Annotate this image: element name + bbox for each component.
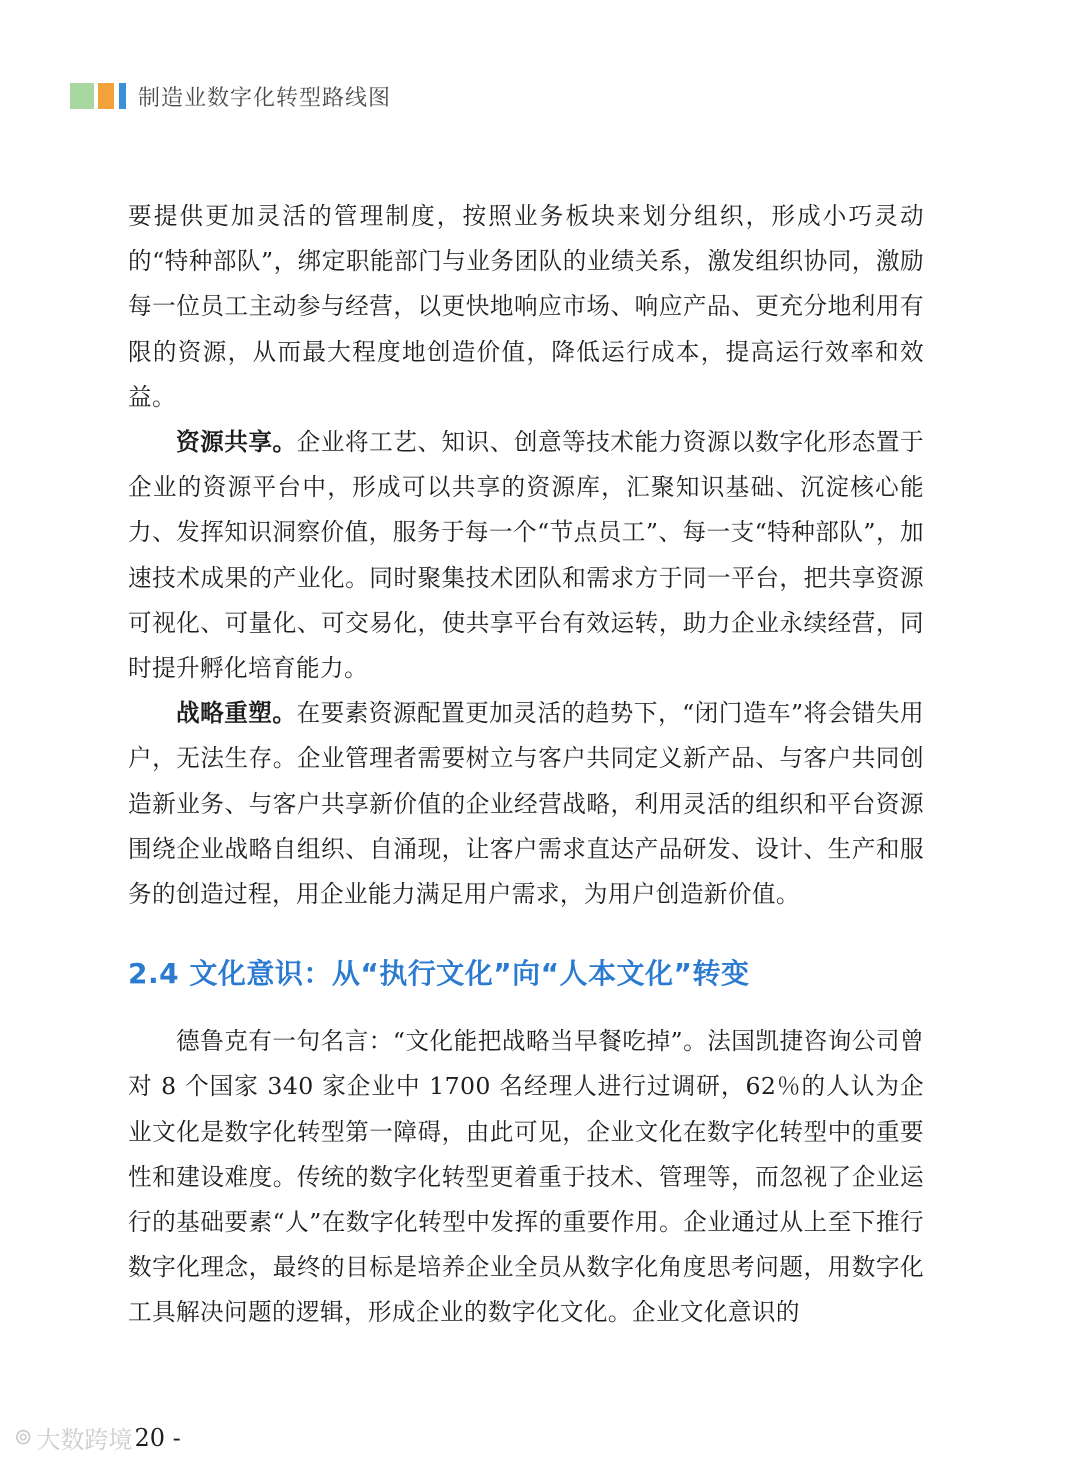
header-orange-bar — [98, 83, 114, 109]
header-blue-bar — [119, 83, 126, 109]
page-number: 20 - — [134, 1423, 181, 1452]
paragraph-resource-sharing — [128, 420, 924, 691]
page-footer — [14, 1420, 181, 1455]
page-body — [128, 194, 924, 1336]
resource-sharing-text: 企业将工艺、知识、创意等技术能力资源以数字化形态置于企业的资源平台中，形成可以共享的资源库，汇聚知识基础、沉淀核心能力、发挥知识洞察价值，服务于每一个“节点员工”、每一支“特种部队”，加速技术成果的产业化。同时聚集技术团队和需求方于同一平台，把共享资源可视化、可量化、可交易化，使共享平台有效运转，助力企业永续经营，同时提升孵化培育能力。 — [128, 428, 924, 683]
header-green-bar — [70, 83, 94, 109]
section-title: 2.4 文化意识：从“执行文化”向“人本文化”转变 — [128, 957, 750, 991]
watermark-text: 大数跨境 — [36, 1426, 133, 1454]
page-header — [70, 78, 391, 114]
running-header-title: 制造业数字化转型路线图 — [138, 85, 392, 111]
paragraph-culture: 德鲁克有一句名言：“文化能把战略当早餐吃掉”。法国凯捷咨询公司曾对 8 个国家 340 家企业中 1700 名经理人进行过调研，62％的人认为企业文化是数字化转型第一障碍，由此可见，企业文化在数字化转型中的重要性和建设难度。传统的数字化转型更着重于技术、管理等，而忽视了企业运行的基础要素“人”在数字化转型中发挥的重要作用。企业通过从上至下推行数字化理念，最终的目标是培养企业全员从数字化角度思考问题，用数字化工具解决问题的逻辑，形成企业的数字化文化。企业文化意识的 — [128, 1027, 924, 1327]
strategy-reshaping-heading: 战略重塑。 — [176, 699, 297, 728]
watermark-logo-icon: ⊚ — [14, 1425, 33, 1450]
resource-sharing-heading: 资源共享。 — [176, 428, 297, 457]
paragraph-strategy-reshaping — [128, 691, 924, 917]
paragraph-organization: 要提供更加灵活的管理制度，按照业务板块来划分组织，形成小巧灵动的“特种部队”，绑定职能部门与业务团队的业绩关系，激发组织协同，激励每一位员工主动参与经营，以更快地响应市场、响应产品、更充分地利用有限的资源，从而最大程度地创造价值，降低运行成本，提高运行效率和效益。 — [128, 202, 924, 411]
strategy-reshaping-text: 在要素资源配置更加灵活的趋势下，“闭门造车”将会错失用户，无法生存。企业管理者需要树立与客户共同定义新产品、与客户共同创造新业务、与客户共享新价值的企业经营战略，利用灵活的组织和平台资源围绕企业战略自组织、自涌现，让客户需求直达产品研发、设计、生产和服务的创造过程，用企业能力满足用户需求，为用户创造新价值。 — [128, 699, 925, 909]
